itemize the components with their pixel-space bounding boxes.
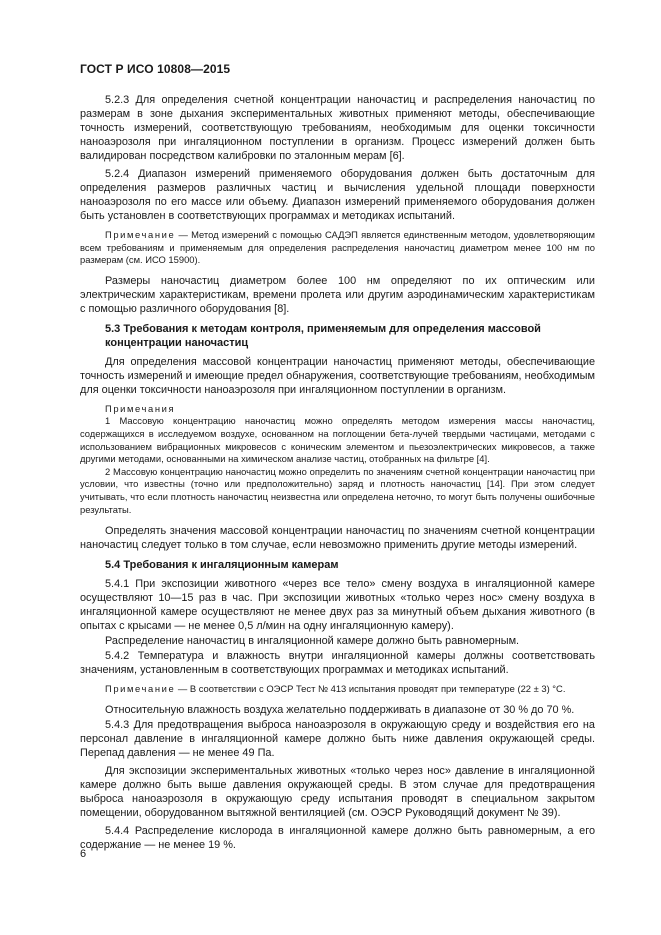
paragraph-5-4-1: 5.4.1 При экспозиции животного «через все тело» смену воздуха в ингаляционной камере осуществляют 10—15 раз в час. При экспозиции животных «только через нос» смену воздуха в ингаляционной камере осуществляют не менее двух раз за минутный объем дыхания животного (в опытах с крысами — не менее 0,5 л/мин на одну ингаляционную камеру). xyxy=(80,578,595,633)
paragraph-5-2-4: 5.2.4 Диапазон измерений применяемого оборудования должен быть достаточным для определения размеров различных частиц и вычисления удельной площади поверхности наноаэрозоля по его массе или объему. Диапазон измерений применяемого оборудования должен быть установлен в соответствующих программах и методиках испытаний. xyxy=(80,168,595,222)
note-sadep xyxy=(80,229,595,267)
note-item-2: 2 Массовую концентрацию наночастиц можно определить по значениям счетной концентрации наночастиц при условии, что известны (точно или предположительно) заряд и плотность наночастиц [14]. При этом следует учитывать, что если плотность наночастиц неизвестна или определена неточно, то могут быть получены ошибочные результаты. xyxy=(80,465,595,515)
note-oecd-413 xyxy=(80,683,595,696)
notes-title: Примечания xyxy=(105,402,176,414)
paragraph-distribution: Распределение наночастиц в ингаляционной камере должно быть равномерным. xyxy=(105,635,520,648)
note-label: Примечание xyxy=(105,683,176,695)
note-text: — В соответствии с ОЭСР Тест № 413 испытания проводят при температуре (22 ± 3) °С. xyxy=(175,683,566,695)
document-title: ГОСТ Р ИСО 10808—2015 xyxy=(80,62,231,76)
document-body xyxy=(80,93,595,856)
paragraph-5-2-3: 5.2.3 Для определения счетной концентрации наночастиц и распределения наночастиц по размерам в зоне дыхания экспериментальных животных применяют методы, обеспечивающие точность измерений, соответствующую требованиям, необходимым для оценки токсичности наноаэрозоля при ингаляционном поступлении в организм. Процесс измерений должен быть валидирован посредством калибровки по эталонным мерам [6]. xyxy=(80,94,595,162)
page-number: 6 xyxy=(80,848,87,860)
paragraph-nose-only: Для экспозиции экспериментальных животных «только через нос» давление в ингаляционной камере должно быть выше давления окружающей среды. В этом случае для предотвращения выброса наноаэрозоля в окружающую среду испытания проводят в специальном закрытом помещении, оборудованном вытяжной вентиляцией (см. ОЭСР Руководящий документ № 39). xyxy=(80,764,595,819)
paragraph-5-4-4: 5.4.4 Распределение кислорода в ингаляционной камере должно быть равномерным, а его содержание — не менее 19 %. xyxy=(80,824,595,851)
paragraph-humidity: Относительную влажность воздуха желательно поддерживать в диапазоне от 30 % до 70 %. xyxy=(105,703,575,716)
section-heading-5-3: 5.3 Требования к методам контроля, применяемым для определения массовой концентрации наночастиц xyxy=(105,322,541,349)
note-text: — Метод измерений с помощью САДЭП является единственным методом, удовлетворяющим всем требованиям и применяемым для определения распределения наночастиц диаметром менее 100 нм по размерам (см. ИСО 15900). xyxy=(80,229,595,266)
paragraph-5-3: Для определения массовой концентрации наночастиц применяют методы, обеспечивающие точность измерений и имеющие предел обнаружения, соответствующие требованиям, необходимым для оценки токсичности наноаэрозоля при ингаляционном поступлении в организм. xyxy=(80,355,595,396)
paragraph-mass-concentration: Определять значения массовой концентрации наночастиц по значениям счетной концентрации наночастиц следует только в том случае, если невозможно применить другие методы измерений. xyxy=(80,525,595,552)
note-item-1: 1 Массовую концентрацию наночастиц можно определять методом измерения массы наночастиц, содержащихся в исследуемом воздухе, основанном на поглощении бета-лучей твердыми частицами, методами с использованием вибрационных микровесов с коническим элементом и пьезоэлектрических микровесов, а также другими методами, основанными на химическом анализе частиц, отобранных на фильтре [4]. xyxy=(80,415,595,465)
paragraph-5-4-3: 5.4.3 Для предотвращения выброса наноаэрозоля в окружающую среду и воздействия его на персонал давление в ингаляционной камере должно быть ниже давления окружающей среды. Перепад давления — не менее 49 Па. xyxy=(80,718,595,759)
paragraph-5-4-2: 5.4.2 Температура и влажность внутри ингаляционной камеры должны соответствовать значениям, установленным в соответствующих программах и методиках испытаний. xyxy=(80,650,595,677)
note-label: Примечание xyxy=(105,229,176,240)
paragraph-particle-sizes: Размеры наночастиц диаметром более 100 нм определяют по их оптическим или электрическим характеристикам, времени пролета или другим аэродинамическим характеристикам с помощью различного оборудования [8]. xyxy=(80,274,595,315)
section-heading-5-4: 5.4 Требования к ингаляционным камерам xyxy=(105,559,339,572)
